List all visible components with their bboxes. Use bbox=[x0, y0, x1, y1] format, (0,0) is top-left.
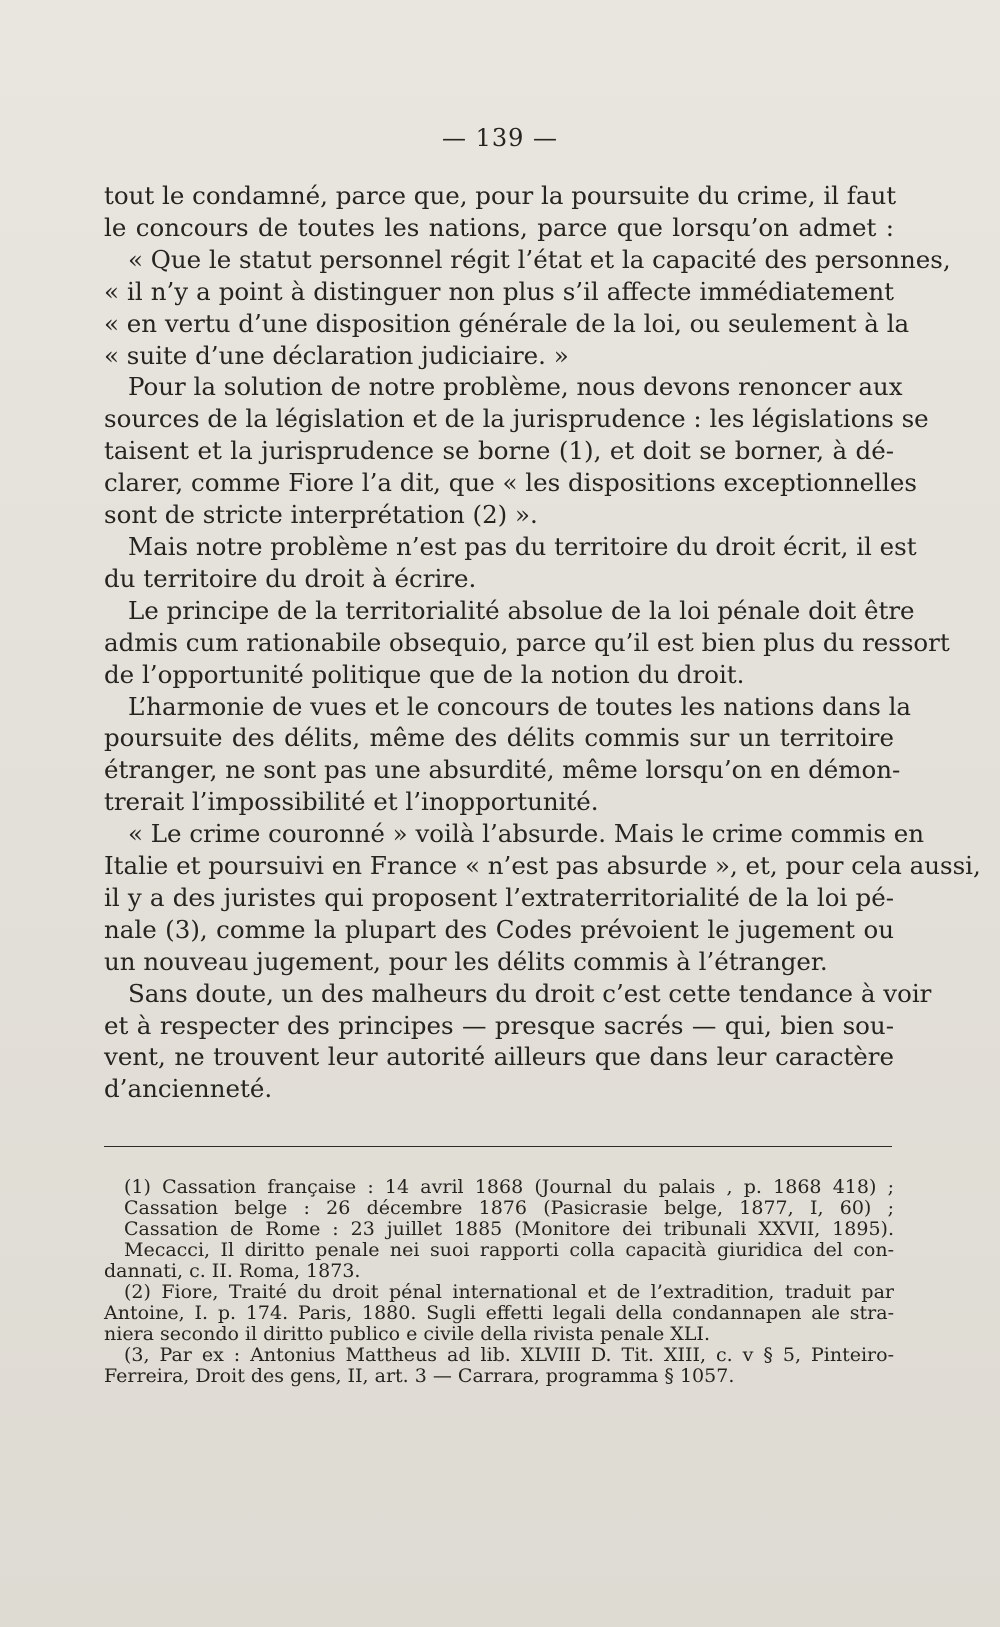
text-line: Italie et poursuivi en France « n’est pas absurde », et, pour cela aussi, bbox=[104, 851, 981, 881]
text-line: taisent et la jurisprudence se borne (1), et doit se borner, à dé- bbox=[104, 436, 894, 466]
text-line: il y a des juristes qui proposent l’extraterritorialité de la loi pé- bbox=[104, 882, 894, 912]
main-text bbox=[104, 180, 981, 1105]
footnote-line: Ferreira, Droit des gens, II, art. 3 — Carrara, programma § 1057. bbox=[104, 1365, 735, 1387]
text-line: d’ancienneté. bbox=[104, 1074, 273, 1104]
text-line: et à respecter des principes — presque sacrés — qui, bien sou- bbox=[104, 1010, 894, 1040]
text-line: un nouveau jugement, pour les délits commis à l’étranger. bbox=[104, 946, 828, 976]
text-line: vent, ne trouvent leur autorité ailleurs que dans leur caractère bbox=[104, 1042, 894, 1072]
text-line: le concours de toutes les nations, parce que lorsqu’on admet : bbox=[104, 212, 894, 242]
text-line: de l’opportunité politique que de la notion du droit. bbox=[104, 659, 745, 689]
text-line: Pour la solution de notre problème, nous devons renoncer aux bbox=[128, 372, 903, 402]
text-line: trerait l’impossibilité et l’inopportunité. bbox=[104, 787, 599, 817]
footnote-line: Antoine, I. p. 174. Paris, 1880. Sugli effetti legali della condannapen ale stra- bbox=[104, 1302, 894, 1324]
text-line: « Que le statut personnel régit l’état et la capacité des personnes, bbox=[128, 244, 951, 274]
text-line: Mais notre problème n’est pas du territoire du droit écrit, il est bbox=[128, 531, 917, 561]
text-line: du territoire du droit à écrire. bbox=[104, 563, 477, 593]
footnote-line: niera secondo il diritto publico e civile della rivista penale XLI. bbox=[104, 1323, 710, 1345]
text-line: « Le crime couronné » voilà l’absurde. Mais le crime commis en bbox=[128, 819, 925, 849]
text-line: clarer, comme Fiore l’a dit, que « les dispositions exceptionnelles bbox=[104, 468, 917, 498]
text-line: L’harmonie de vues et le concours de toutes les nations dans la bbox=[128, 691, 912, 721]
text-line: étranger, ne sont pas une absurdité, même lorsqu’on en démon- bbox=[104, 755, 901, 785]
footnote-line: (2) Fiore, Traité du droit pénal international et de l’extradition, traduit par bbox=[124, 1281, 894, 1303]
footnote-line: Mecacci, Il diritto penale nei suoi rapporti colla capacità giuridica del con- bbox=[124, 1239, 894, 1261]
text-line: Le principe de la territorialité absolue de la loi pénale doit être bbox=[128, 595, 915, 625]
text-line: nale (3), comme la plupart des Codes prévoient le jugement ou bbox=[104, 914, 894, 944]
footnote-line: Cassation de Rome : 23 juillet 1885 (Monitore dei tribunali XXVII, 1895). bbox=[124, 1218, 894, 1240]
text-line: « suite d’une déclaration judiciaire. » bbox=[104, 340, 569, 370]
footnote-divider bbox=[104, 1146, 892, 1147]
text-line: admis cum rationabile obsequio, parce qu’il est bien plus du ressort bbox=[104, 627, 950, 657]
text-line: poursuite des délits, même des délits commis sur un territoire bbox=[104, 723, 894, 753]
text-line: tout le condamné, parce que, pour la poursuite du crime, il faut bbox=[104, 181, 897, 210]
footnote-line: Cassation belge : 26 décembre 1876 (Pasicrasie belge, 1877, I, 60) ; bbox=[124, 1197, 894, 1219]
text-line: Sans doute, un des malheurs du droit c’est cette tendance à voir bbox=[128, 978, 932, 1008]
text-line: « en vertu d’une disposition générale de la loi, ou seulement à la bbox=[104, 308, 910, 338]
page-number: — 139 — bbox=[441, 124, 559, 152]
footnote-line: dannati, c. II. Roma, 1873. bbox=[104, 1260, 361, 1282]
text-line: sont de stricte interprétation (2) ». bbox=[104, 500, 538, 530]
footnote-line: (1) Cassation française : 14 avril 1868 (Journal du palais , p. 1868 418) ; bbox=[124, 1176, 894, 1198]
text-line: sources de la législation et de la jurisprudence : les législations se bbox=[104, 404, 929, 434]
footnotes bbox=[104, 1177, 894, 1387]
text-line: « il n’y a point à distinguer non plus s’il affecte immédiatement bbox=[104, 276, 894, 306]
footnote-line: (3, Par ex : Antonius Mattheus ad lib. XLVIII D. Tit. XIII, c. v § 5, Pinteiro- bbox=[124, 1344, 894, 1366]
